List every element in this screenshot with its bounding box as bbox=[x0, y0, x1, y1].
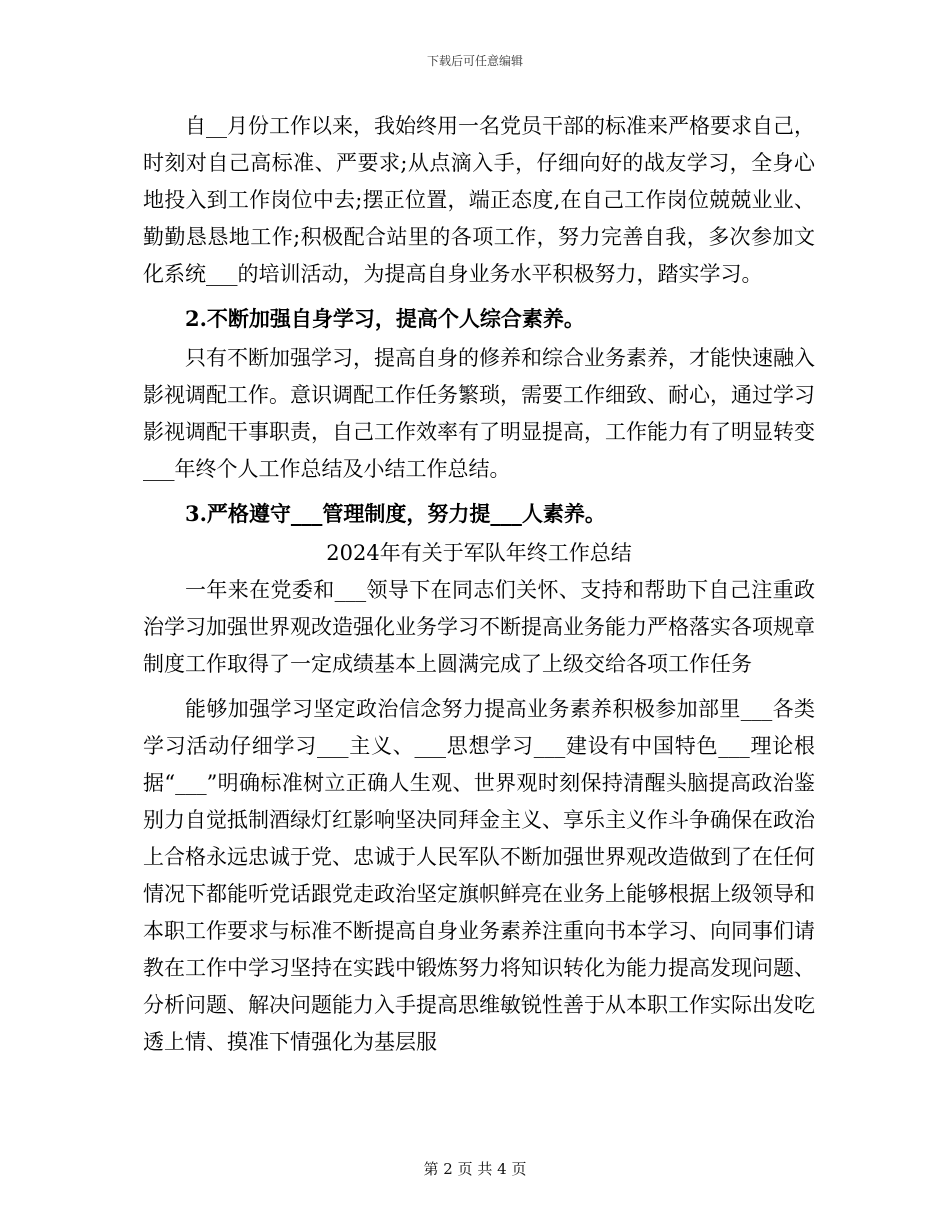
section-heading-2: 2.不断加强自身学习，提高个人综合素养。 bbox=[185, 306, 585, 331]
page-header: 下载后可任意编辑 bbox=[426, 54, 523, 68]
paragraph-summary: 一年来在党委和___领导下在同志们关怀、支持和帮助下自己注重政治学习加强世界观改造强化业务学习不断提高业务能力严格落实各项规章制度工作取得了一定成绩基本上圆满完成了上级交给各项工作任务 bbox=[143, 578, 815, 676]
paragraph-details: 能够加强学习坚定政治信念努力提高业务素养积极参加部里___各类学习活动仔细学习___主义、___思想学习___建设有中国特色___理论根据“___”明确标准树立正确人生观、世界观时刻保持清醒头脑提高政治鉴别力自觉抵制酒绿灯红影响坚决同拜金主义、享乐主义作斗争确保在政治上合格永远忠诚于党、忠诚于人民军队不断加强世界观改造做到了在任何情况下都能听党话跟党走政治坚定旗帜鲜亮在业务上能够根据上级领导和本职工作要求与标准不断提高自身业务素养注重向书本学习、向同事们请教在工作中学习坚持在实践中锻炼努力将知识转化为能力提高发现问题、分析问题、解决问题能力入手提高思维敏锐性善于从本职工作实际出发吃透上情、摸准下情强化为基层服 bbox=[143, 697, 815, 1054]
section-heading-3: 3.严格遵守___管理制度，努力提___人素养。 bbox=[185, 501, 606, 526]
page-footer: 第 2 页 共 4 页 bbox=[423, 1160, 527, 1178]
paragraph-intro: 自__月份工作以来，我始终用一名党员干部的标准来严格要求自己，时刻对自己高标准、严要求;从点滴入手，仔细向好的战友学习，全身心地投入到工作岗位中去;摆正位置，端正态度,在自己工作岗位兢兢业业、勤勤恳恳地工作;积极配合站里的各项工作，努力完善自我，多次参加文化系统___的培训活动，为提高自身业务水平积极努力，踏实学习。 bbox=[143, 114, 815, 286]
paragraph-study: 只有不断加强学习，提高自身的修养和综合业务素养，才能快速融入影视调配工作。意识调配工作任务繁琐，需要工作细致、耐心，通过学习影视调配干事职责，自己工作效率有了明显提高，工作能力有了明显转变___年终个人工作总结及小结工作总结。 bbox=[143, 346, 815, 481]
document-body bbox=[143, 108, 815, 1061]
document-title: 2024年有关于军队年终工作总结 bbox=[326, 541, 632, 565]
